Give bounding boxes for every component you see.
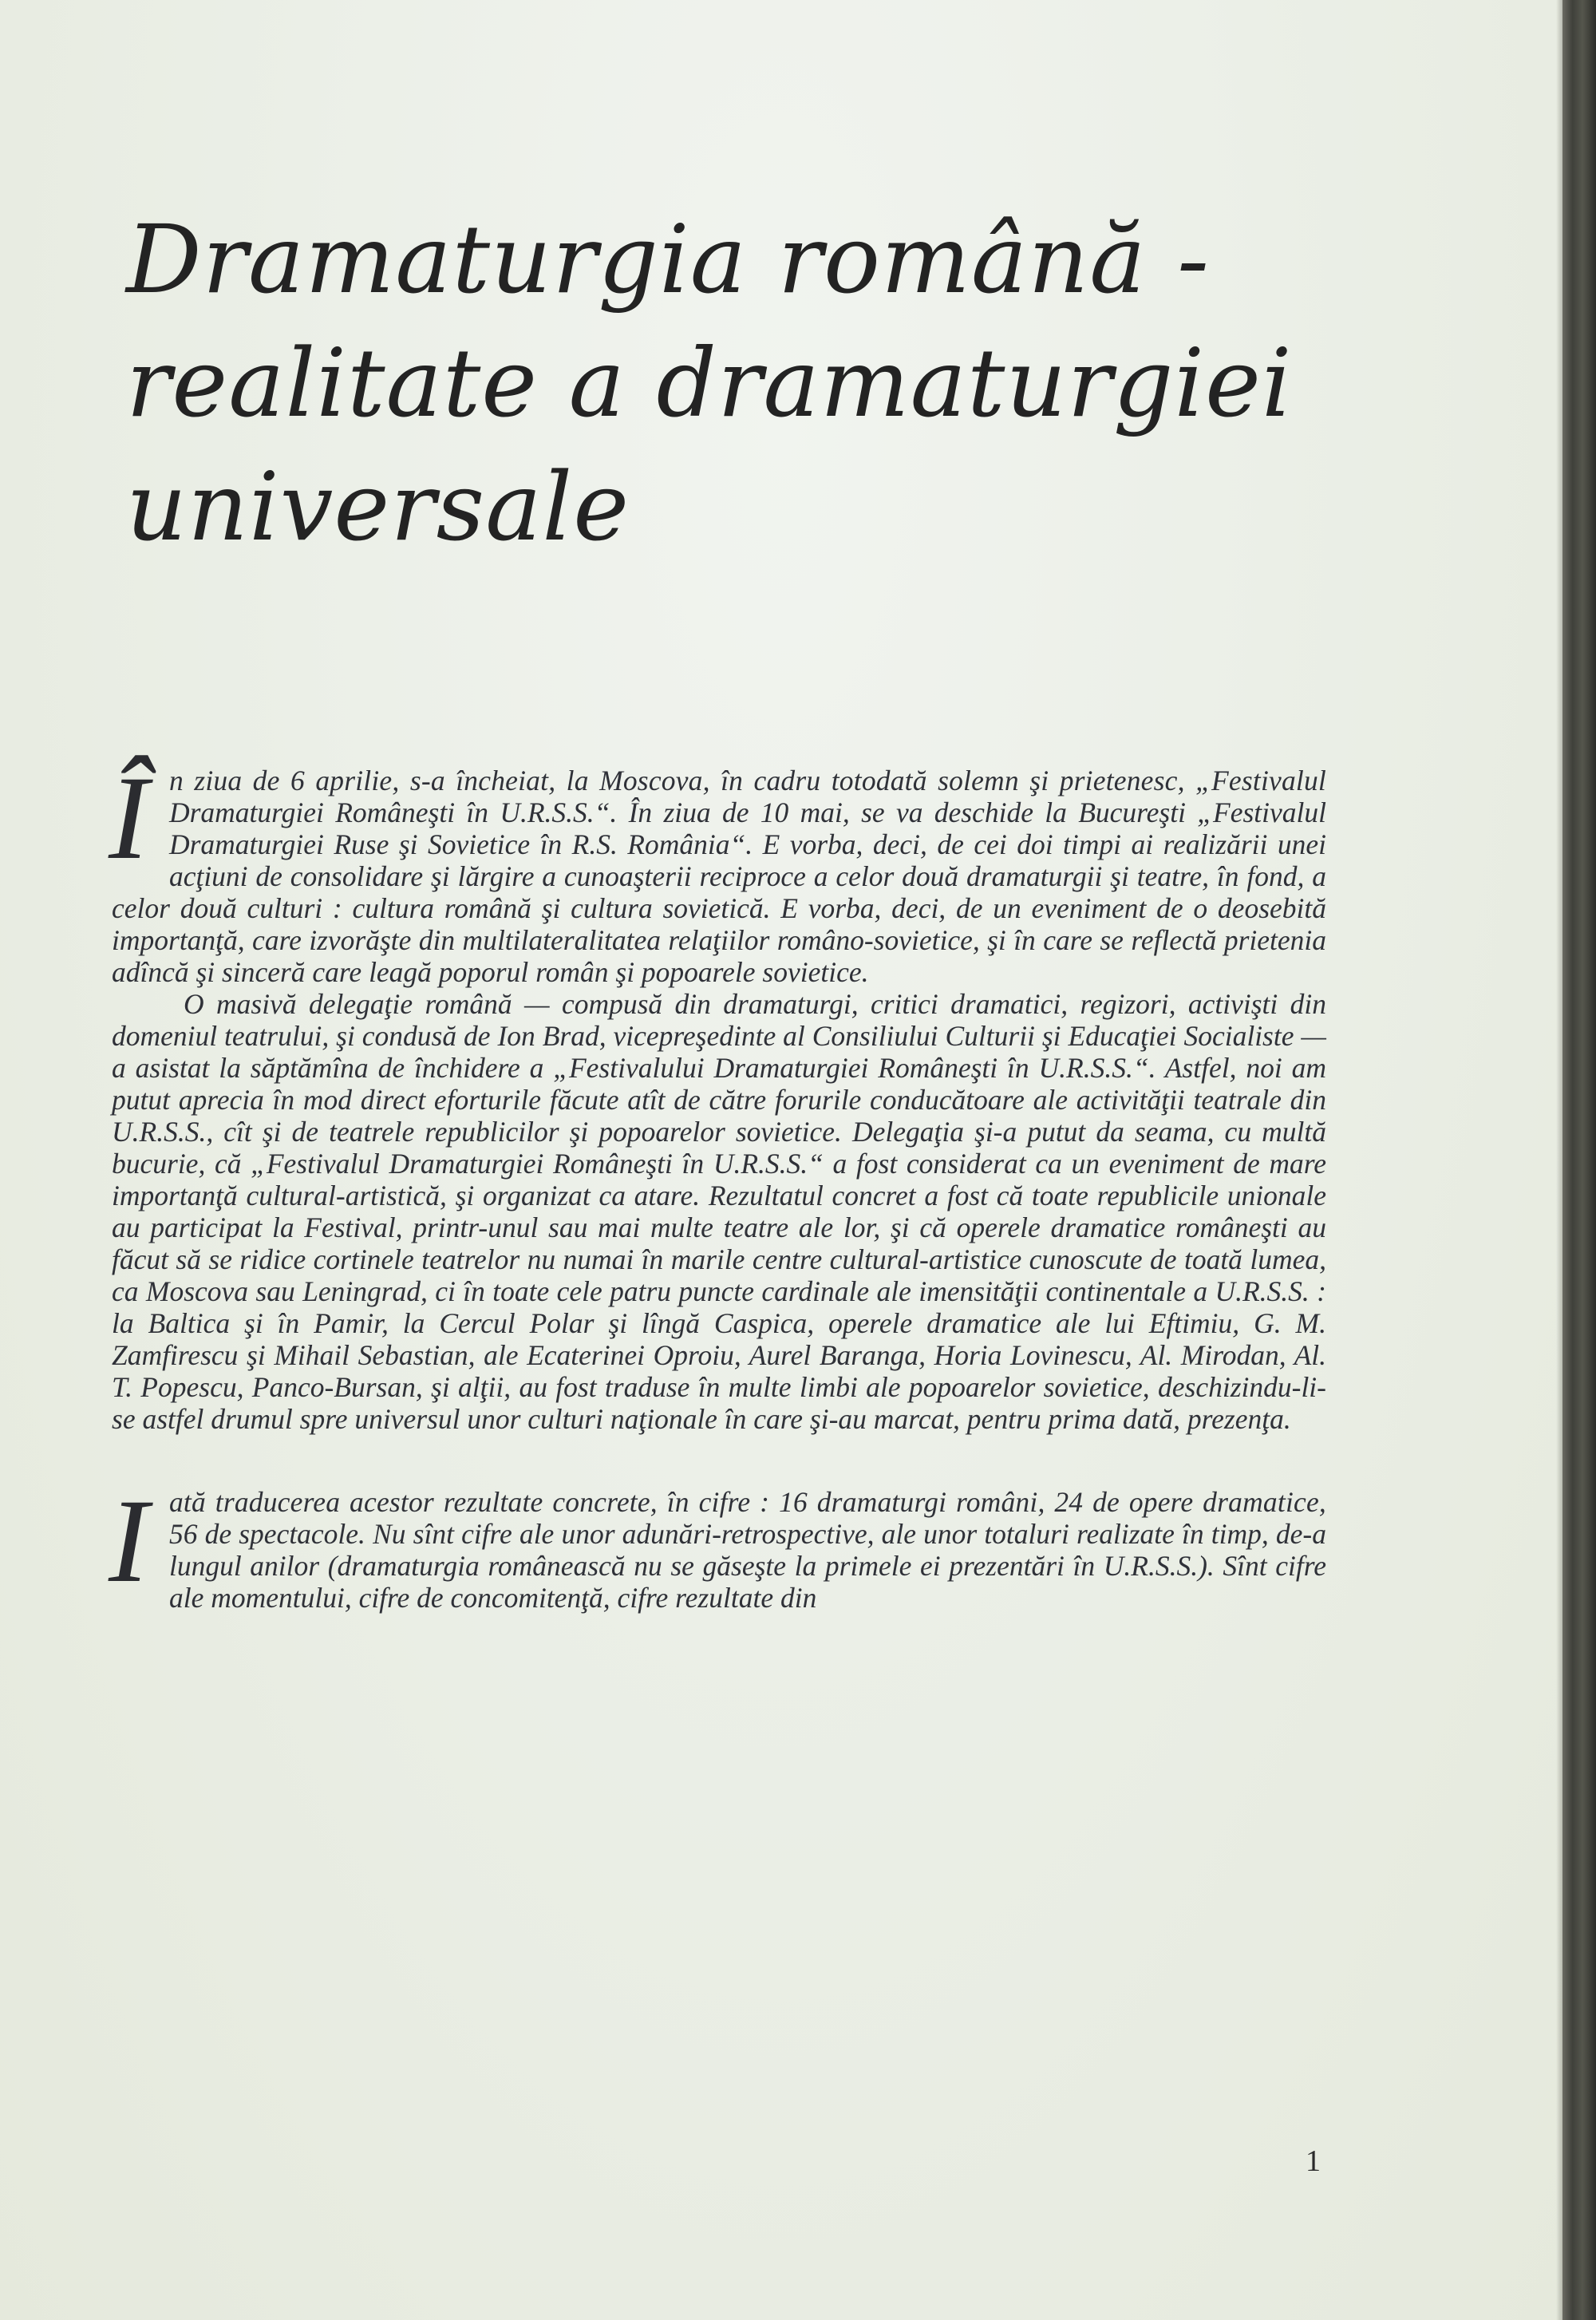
paragraph-text: n ziua de 6 aprilie, s-a încheiat, la Moscova, în cadru totodată solemn şi prietenesc, „Festivalul Dramaturgiei Româneşti în U.R.S.S.“. În ziua de 10 mai, se va deschide la Bucureşti „Festivalul Dramaturgiei Ruse şi Sovietice în R.S. România“. E vorba, deci, de cei doi timpi ai realizării unei acţiuni de consolidare şi lărgire a cunoaşterii reciproce a celor două dramaturgii şi teatre, în fond, a celor două culturi : cultura română şi cultura sovietică. E vorba, deci, de un eveniment de o deosebită importanţă, care izvorăşte din multilateralitatea relaţiilor româno-sovietice, şi în care se reflectă prietenia adîncă şi sinceră care leagă poporul român şi popoarele sovietice. [112, 765, 1326, 988]
paragraph-text: ată traducerea acestor rezultate concrete, în cifre : 16 dramaturgi români, 24 de opere dramatice, 56 de spectacole. Nu sînt cifre ale unor adunări-retrospective, ale unor totaluri realizate în timp, de-a lungul anilor (dramaturgia românească nu se găseşte la primele ei prezentări în U.R.S.S.). Sînt cifre ale momentului, cifre de concomitenţă, cifre rezultate din [168, 1486, 1326, 1614]
drop-cap: I [109, 1475, 148, 1607]
paragraph-1 [109, 752, 1326, 988]
page-number: 1 [1306, 2144, 1321, 2178]
title-line-3: universale [126, 452, 630, 562]
title-line-1: Dramaturgia română - [126, 204, 1210, 314]
article-title [126, 198, 1371, 569]
paragraph-3 [109, 1475, 1326, 1614]
drop-cap: Î [109, 752, 148, 884]
section-gap [112, 1435, 1326, 1486]
article-body [109, 752, 1326, 1614]
title-line-2: realitate a dramaturgiei [126, 328, 1293, 438]
binding-spine [1562, 0, 1596, 2320]
paragraph-2 [112, 988, 1326, 1435]
paragraph-text: O masivă delegaţie română — compusă din dramaturgi, critici dramatici, regizori, activişti din domeniul teatrului, şi condusă de Ion Brad, vicepreşedinte al Consiliului Culturii şi Educaţiei Socialiste — a asistat la săptămîna de închidere a „Festivalului Dramaturgiei Româneşti în U.R.S.S.“. Astfel, noi am putut aprecia în mod direct eforturile făcute atît de către forurile conducătoare ale activităţii teatrale din U.R.S.S., cît şi de teatrele republicilor şi popoarelor sovietice. Delegaţia şi-a putut da seama, cu multă bucurie, că „Festivalul Dramaturgiei Româneşti în U.R.S.S.“ a fost considerat ca un eveniment de mare importanţă cultural-artistică, şi organizat ca atare. Rezultatul concret a fost că toate republicile unionale au participat la Festival, printr-unul sau mai multe teatre ale lor, şi că operele dramatice româneşti au făcut să se ridice cortinele teatrelor nu numai în marile centre cultural-artistice cunoscute de toată lumea, ca Moscova sau Leningrad, ci în toate cele patru puncte cardinale ale imensităţii continentale a U.R.S.S. : la Baltica şi în Pamir, la Cercul Polar şi lîngă Caspica, operele dramatice ale lui Eftimiu, G. M. Zamfirescu şi Mihail Sebastian, ale Ecaterinei Oproiu, Aurel Baranga, Horia Lovinescu, Al. Mirodan, Al. T. Popescu, Panco-Bursan, şi alţii, au fost traduse în multe limbi ale popoarelor sovietice, deschizindu-li-se astfel drumul spre universul unor culturi naţionale în care şi-au marcat, pentru prima dată, prezenţa. [112, 988, 1326, 1435]
